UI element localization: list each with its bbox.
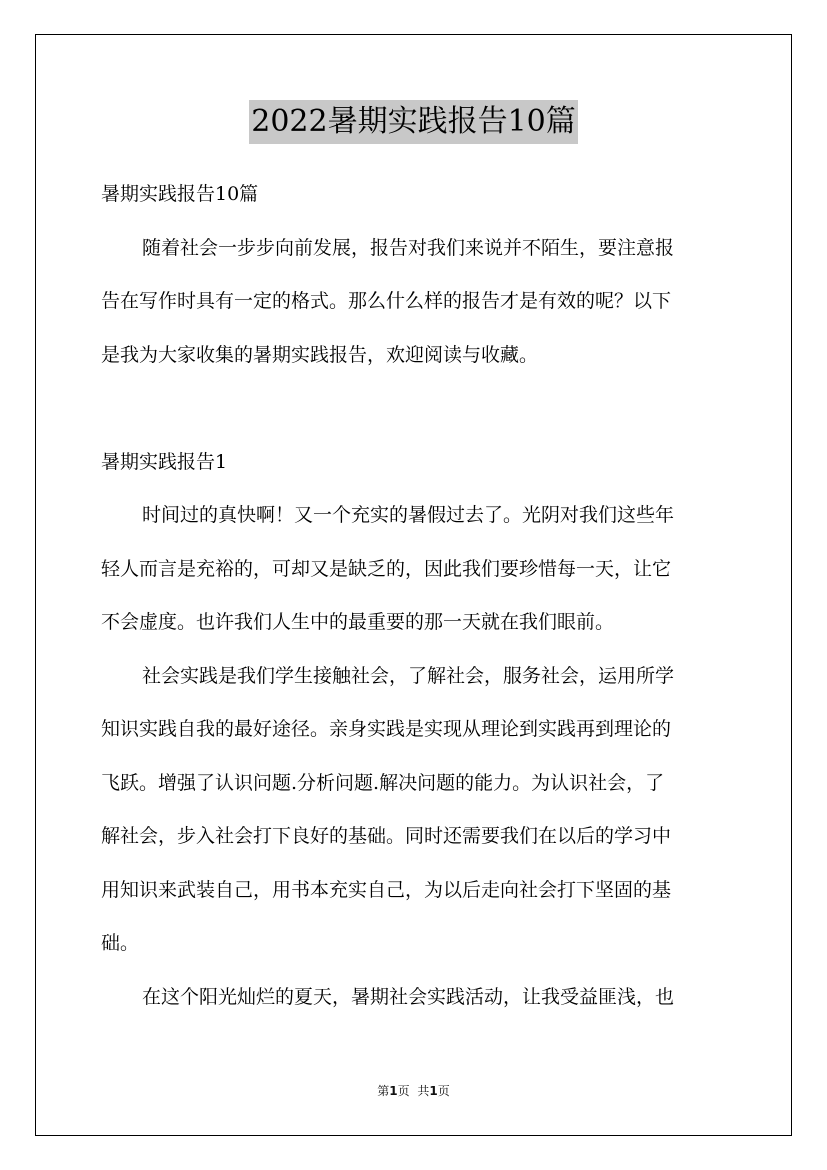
page-current: 1 xyxy=(389,1084,398,1098)
document-title: 2022暑期实践报告10篇 xyxy=(249,100,578,144)
title-container xyxy=(0,100,827,144)
paragraph-line: 知识实践自我的最好途径。亲身实践是实现从理论到实践再到理论的 xyxy=(101,718,672,740)
total-prefix: 共 xyxy=(417,1084,430,1098)
document-body xyxy=(101,168,727,1024)
section-heading: 暑期实践报告1 xyxy=(101,450,228,473)
page-total: 1 xyxy=(429,1084,438,1098)
paragraph-line: 础。 xyxy=(101,932,140,954)
total-suffix: 页 xyxy=(437,1084,450,1098)
paragraph-line: 社会实践是我们学生接触社会，了解社会，服务社会，运用所学 xyxy=(142,664,675,687)
page-suffix: 页 xyxy=(397,1084,410,1098)
paragraph-line: 轻人而言是充裕的，可却又是缺乏的，因此我们要珍惜每一天，让它 xyxy=(101,557,672,580)
paragraph-line: 时间过的真快啊！又一个充实的暑假过去了。光阴对我们这些年 xyxy=(142,504,675,526)
intro-line: 随着社会一步步向前发展，报告对我们来说并不陌生，要注意报 xyxy=(142,236,675,259)
document-subtitle: 暑期实践报告10篇 xyxy=(101,183,259,205)
intro-line: 告在写作时具有一定的格式。那么什么样的报告才是有效的呢？以下 xyxy=(101,290,672,312)
page-prefix: 第 xyxy=(377,1084,390,1098)
paragraph-line: 飞跃。增强了认识问题.分析问题.解决问题的能力。为认识社会，了 xyxy=(101,771,665,794)
paragraph-spacer xyxy=(101,382,727,436)
paragraph-line: 不会虚度。也许我们人生中的最重要的那一天就在我们眼前。 xyxy=(101,611,615,633)
paragraph-line: 解社会，步入社会打下良好的基础。同时还需要我们在以后的学习中 xyxy=(101,825,672,847)
paragraph-line: 在这个阳光灿烂的夏天，暑期社会实践活动，让我受益匪浅，也 xyxy=(142,985,675,1008)
paragraph-line: 用知识来武装自己，用书本充实自己，为以后走向社会打下坚固的基 xyxy=(101,878,672,901)
page-footer xyxy=(0,1082,827,1099)
intro-line: 是我为大家收集的暑期实践报告，欢迎阅读与收藏。 xyxy=(101,343,539,366)
